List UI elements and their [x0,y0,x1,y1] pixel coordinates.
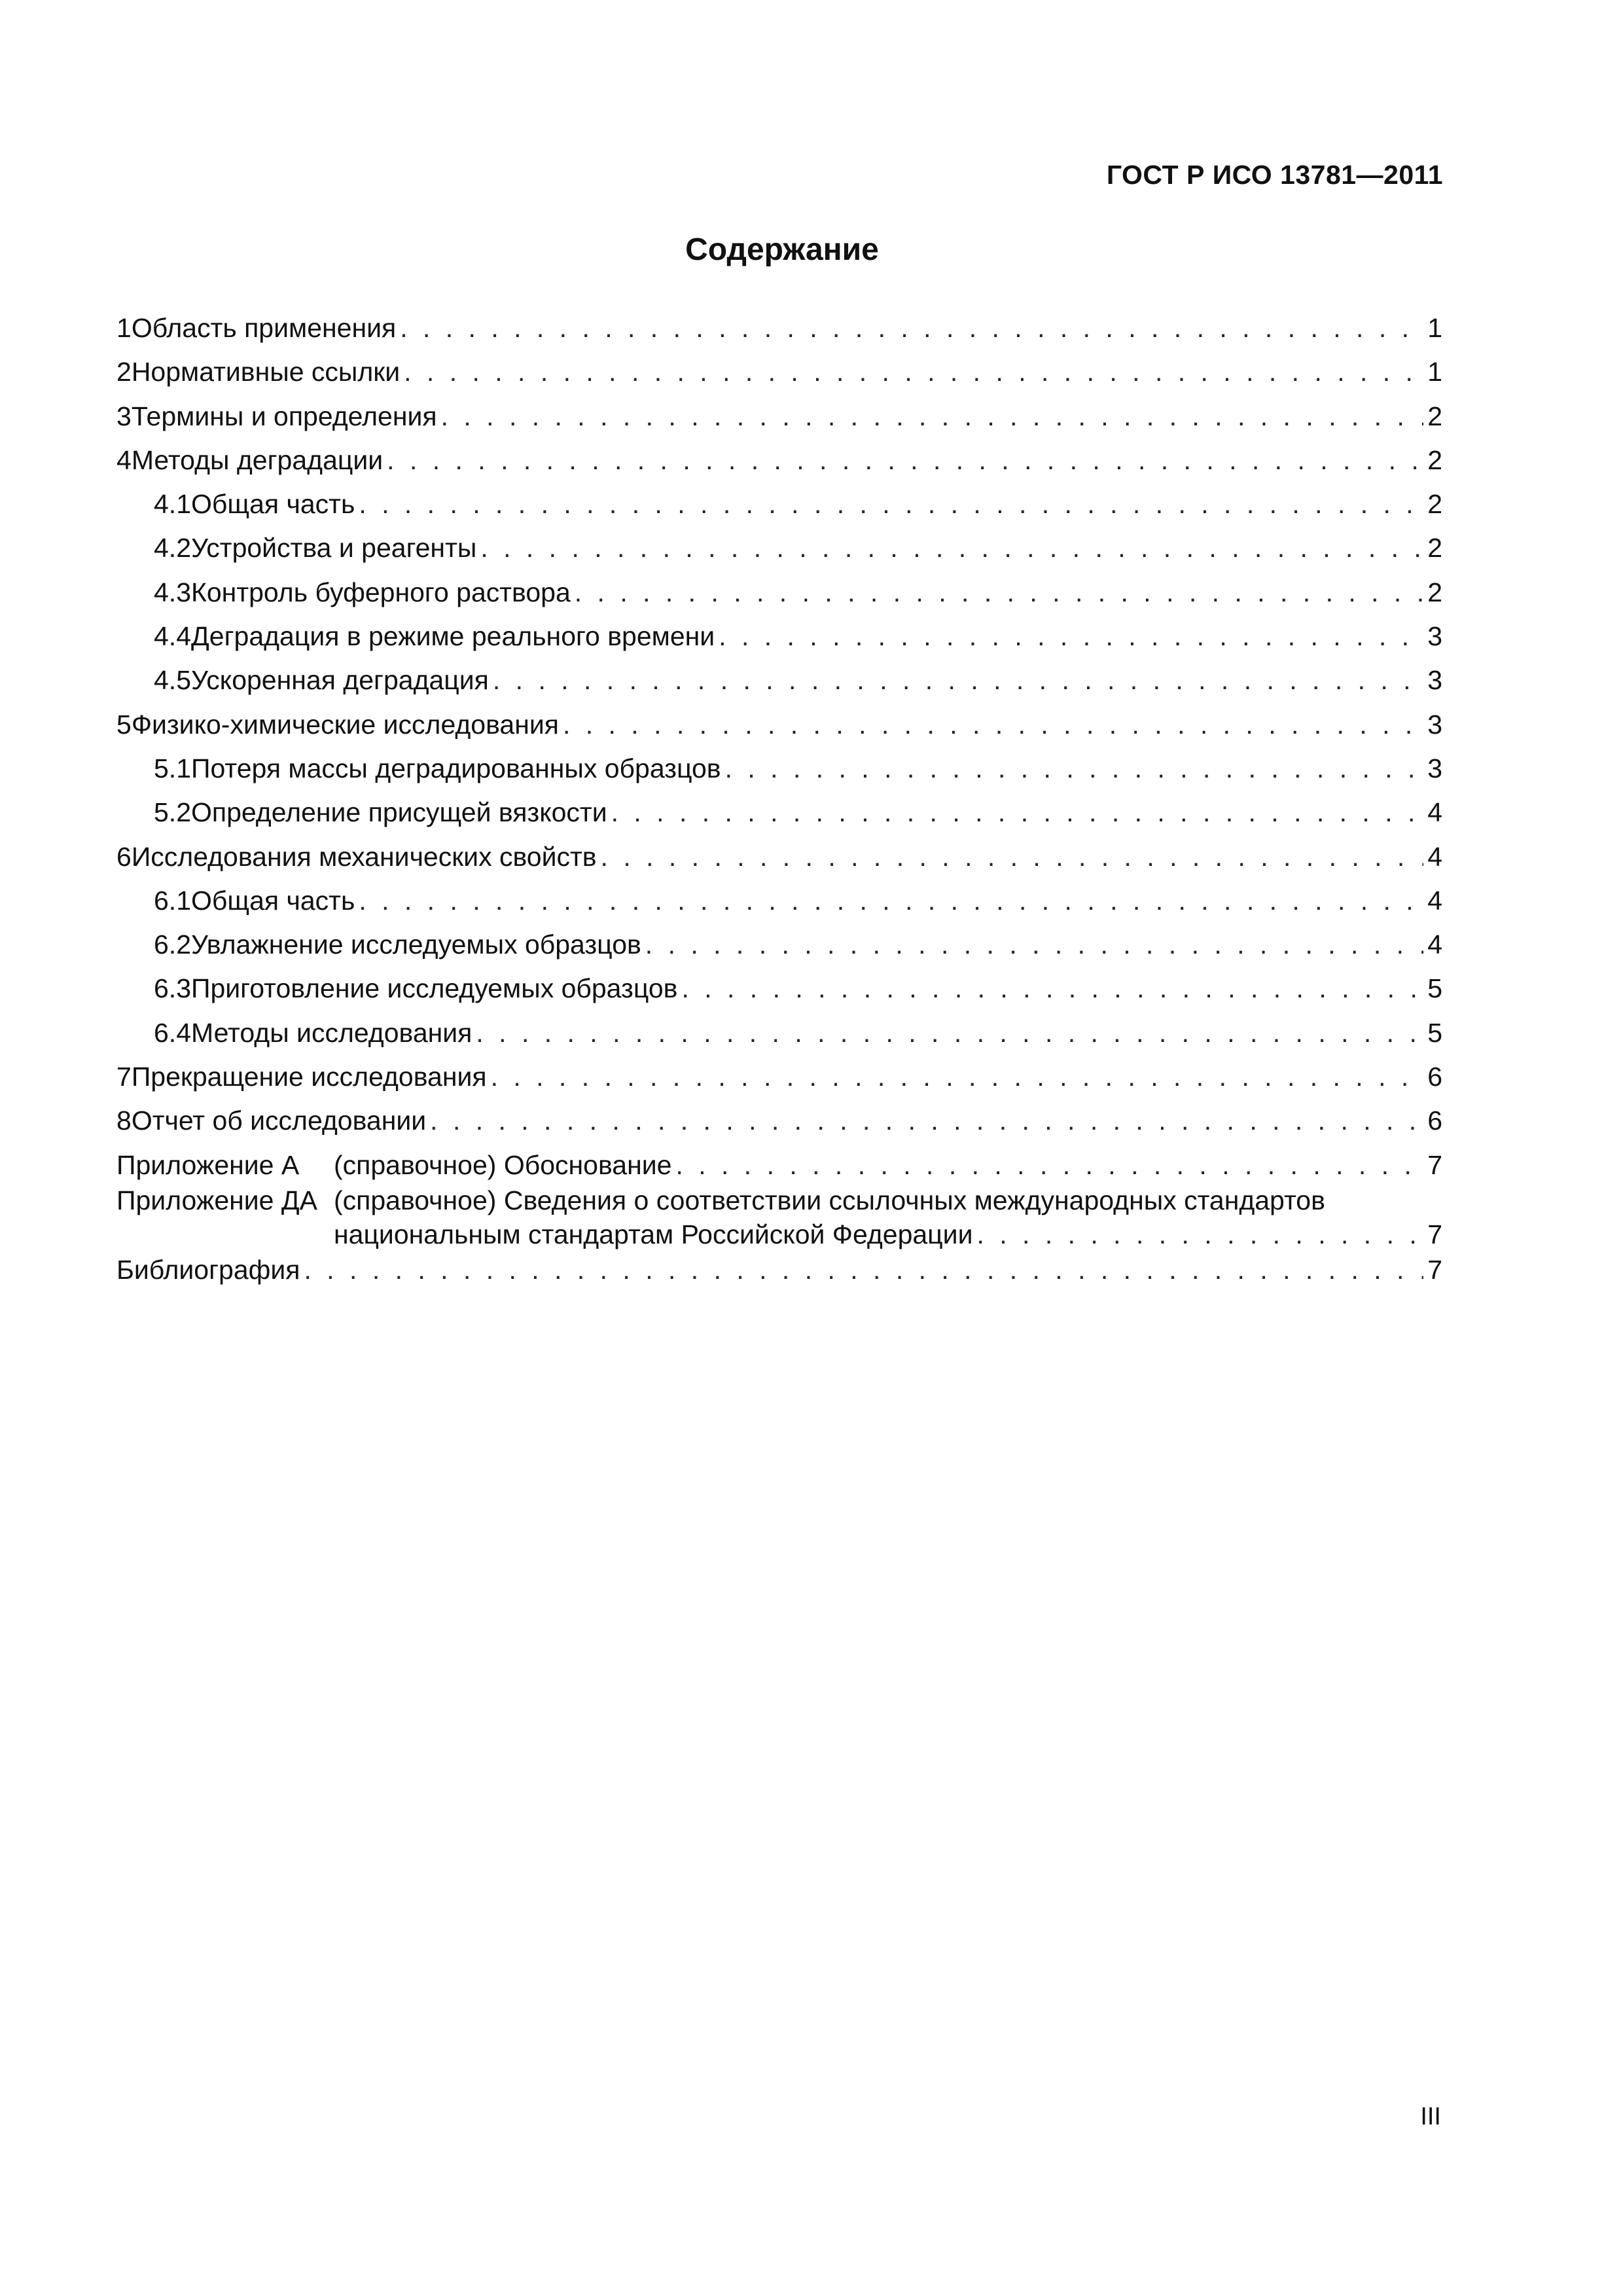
appendix-title-line1: (справочное) Сведения о соответствии ссылочных международных стандартов [334,1185,1325,1215]
toc-entry-number: 3 [116,401,132,431]
toc-entry[interactable] [116,313,1442,357]
toc-entry-page-number: 1 [1427,357,1442,387]
toc-entry-label: Определение присущей вязкости [191,797,607,828]
toc-entry-page-number: 3 [1427,753,1442,783]
dot-leader [476,1018,1423,1049]
dot-leader [611,797,1424,828]
dot-leader [404,357,1423,387]
table-of-contents [116,313,1442,1290]
toc-entry-page-number: 3 [1427,665,1442,696]
toc-entry-label: Методы исследования [191,1017,473,1048]
toc-entry-page-number: 2 [1427,401,1442,431]
toc-entry-number: 5.2 [154,797,191,828]
toc-entry-label: Нормативные ссылки [131,357,401,387]
toc-entry-bibliography[interactable] [116,1255,1442,1290]
toc-entry-number: 6.4 [154,1017,191,1048]
toc-entry[interactable] [116,533,1442,577]
dot-leader [400,313,1423,344]
dot-leader [601,842,1424,872]
toc-entry-number: 8 [116,1105,132,1136]
toc-entry-page-number: 6 [1427,1105,1442,1136]
toc-entry-label: Область применения [131,313,397,343]
bibliography-label: Библиография [116,1254,300,1285]
dot-leader [441,401,1424,432]
toc-entry-label: Устройства и реагенты [191,533,477,564]
toc-entry-number: 4.5 [154,665,191,696]
toc-entry-number: 4 [116,444,132,475]
appendix-label: Приложение ДА [116,1185,317,1215]
toc-entry-page-number: 1 [1427,313,1442,343]
toc-title: Содержание [685,232,879,267]
toc-entry-page-number: 2 [1427,489,1442,520]
toc-entry[interactable] [116,929,1442,973]
dot-leader [359,886,1423,916]
toc-entry-page-number: 6 [1427,1062,1442,1092]
toc-entry[interactable] [116,753,1442,797]
toc-entry-label: Общая часть [191,489,355,520]
toc-entry-number: 7 [116,1062,132,1092]
toc-entry[interactable] [116,445,1442,489]
toc-entry-page-number: 4 [1427,929,1442,960]
toc-entry-label: Потеря массы деградированных образцов [191,753,721,783]
toc-entry-page-number: 5 [1427,973,1442,1004]
toc-entry[interactable] [116,1062,1442,1105]
toc-entry-label: Общая часть [191,885,355,916]
toc-entry-label: Прекращение исследования [131,1062,487,1092]
dot-leader [675,1150,1423,1181]
toc-entry-label: Ускоренная деградация [191,665,489,696]
dot-leader [725,753,1424,784]
toc-entry-label: Приготовление исследуемых образцов [191,973,678,1004]
toc-entry[interactable] [116,401,1442,445]
toc-entry[interactable] [116,665,1442,709]
toc-entry-appendix-da[interactable] [116,1185,1442,1255]
toc-entry-number: 4.2 [154,533,191,564]
toc-entry-page-number: 4 [1427,841,1442,872]
toc-entry[interactable] [116,1018,1442,1062]
toc-entry-label: Деградация в режиме реального времени [191,621,715,652]
dot-leader [493,665,1423,696]
toc-entry[interactable] [116,357,1442,401]
toc-entry-page-number: 4 [1427,797,1442,828]
document-code-header: ГОСТ Р ИСО 13781—2011 [1106,160,1443,190]
dot-leader [480,533,1423,564]
toc-entry-page-number: 2 [1427,533,1442,564]
bibliography-page-number: 7 [1427,1254,1442,1285]
appendix-page-number: 7 [1427,1149,1442,1180]
toc-entry-label: Методы деградации [131,444,383,475]
dot-leader [491,1062,1424,1092]
appendix-title: (справочное) Обоснование [334,1149,672,1180]
dot-leader [359,489,1423,520]
dot-leader [304,1255,1423,1285]
toc-entry[interactable] [116,842,1442,886]
toc-entry[interactable] [116,973,1442,1017]
toc-entry-page-number: 2 [1427,444,1442,475]
toc-entry-label: Увлажнение исследуемых образцов [191,929,641,960]
dot-leader [430,1105,1423,1136]
toc-entry[interactable] [116,797,1442,841]
toc-entries [116,313,1442,1150]
toc-entry-page-number: 2 [1427,577,1442,607]
toc-entry-page-number: 5 [1427,1017,1442,1048]
toc-entry-label: Отчет об исследовании [131,1105,427,1136]
toc-entry-page-number: 3 [1427,709,1442,740]
toc-entry[interactable] [116,1105,1442,1149]
dot-leader [575,577,1423,608]
toc-entry-label: Физико-химические исследования [131,709,559,740]
toc-entry-number: 4.3 [154,577,191,607]
toc-entry-number: 6.2 [154,929,191,960]
toc-entry-number: 5 [116,709,132,740]
toc-entry[interactable] [116,886,1442,929]
toc-entry-label: Контроль буферного раствора [191,577,571,607]
appendix-label: Приложение А [116,1149,300,1180]
toc-entry-appendix-a[interactable] [116,1150,1442,1185]
appendix-title-line2: национальным стандартам Российской Федерации [334,1219,973,1249]
appendix-page-number: 7 [1427,1219,1442,1249]
dot-leader [681,973,1423,1004]
dot-leader [645,929,1423,960]
dot-leader [563,709,1423,740]
toc-entry-number: 2 [116,357,132,387]
page-number: III [1420,2103,1441,2130]
dot-leader [976,1219,1423,1250]
dot-leader [719,621,1423,652]
dot-leader [387,445,1423,476]
toc-entry-number: 4.1 [154,489,191,520]
toc-entry-page-number: 4 [1427,885,1442,916]
toc-entry-number: 5.1 [154,753,191,783]
toc-entry[interactable] [116,489,1442,533]
toc-entry-number: 6.3 [154,973,191,1004]
toc-entry-label: Термины и определения [131,401,437,431]
toc-entry-number: 6 [116,841,132,872]
toc-entry[interactable] [116,577,1442,621]
toc-entry-number: 6.1 [154,885,191,916]
toc-entry[interactable] [116,709,1442,753]
toc-entry[interactable] [116,621,1442,665]
toc-entry-label: Исследования механических свойств [131,841,597,872]
toc-entry-number: 1 [116,313,132,343]
toc-entry-number: 4.4 [154,621,191,652]
toc-entry-page-number: 3 [1427,621,1442,652]
